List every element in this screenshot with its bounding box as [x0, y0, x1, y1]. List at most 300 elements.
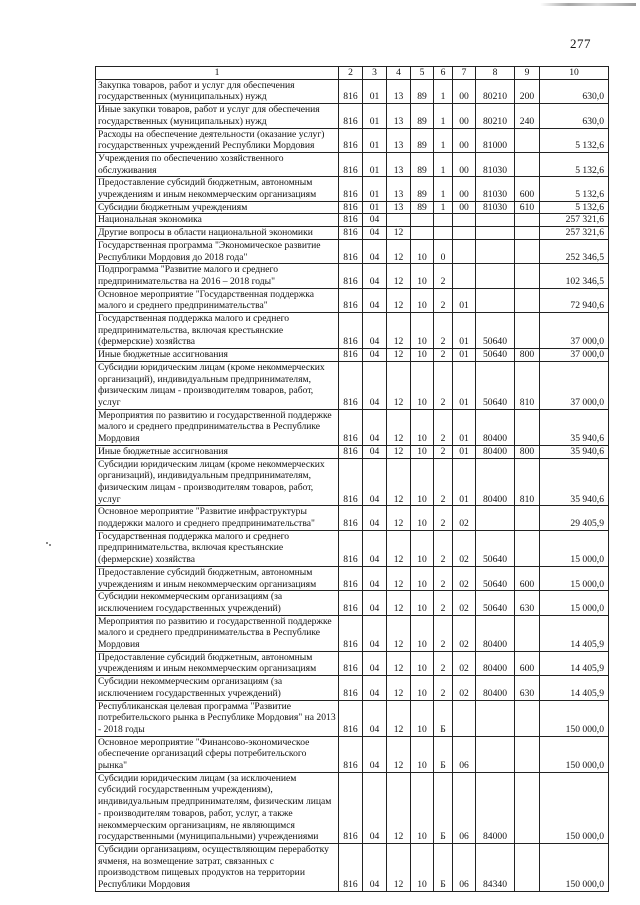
- subsection-cell: 12: [387, 227, 411, 240]
- section-cell: 04: [363, 239, 387, 263]
- program-cell: [411, 214, 434, 227]
- budget-table: [95, 66, 609, 892]
- measure-cell: 02: [453, 651, 476, 675]
- expense-type-cell: 600: [515, 651, 540, 675]
- header-cell: 2: [339, 67, 363, 80]
- section-cell: 04: [363, 506, 387, 530]
- amount-cell: 5 132,6: [540, 128, 609, 152]
- expense-type-cell: 810: [515, 361, 540, 409]
- direction-cell: 80400: [476, 445, 515, 458]
- program-cell: 89: [411, 201, 434, 214]
- code-cell: 816: [339, 530, 363, 566]
- subsection-cell: 12: [387, 736, 411, 772]
- amount-cell: 14 405,9: [540, 615, 609, 651]
- amount-cell: 5 132,6: [540, 152, 609, 176]
- section-cell: 04: [363, 736, 387, 772]
- measure-cell: 00: [453, 201, 476, 214]
- table-row: [96, 264, 609, 288]
- program-cell: 10: [411, 676, 434, 700]
- row-name-cell: Иные бюджетные ассигнования: [96, 445, 339, 458]
- amount-cell: 630,0: [540, 104, 609, 128]
- expense-type-cell: 630: [515, 676, 540, 700]
- subprogram-cell: 2: [434, 506, 453, 530]
- subsection-cell: 13: [387, 201, 411, 214]
- code-cell: 816: [339, 201, 363, 214]
- measure-cell: [453, 264, 476, 288]
- amount-cell: 252 346,5: [540, 239, 609, 263]
- code-cell: 816: [339, 566, 363, 590]
- table-row: [96, 506, 609, 530]
- header-cell: 7: [453, 67, 476, 80]
- direction-cell: [476, 506, 515, 530]
- subsection-cell: 12: [387, 445, 411, 458]
- subsection-cell: 12: [387, 700, 411, 736]
- header-cell: 1: [96, 67, 339, 80]
- amount-cell: 15 000,0: [540, 591, 609, 615]
- measure-cell: 00: [453, 104, 476, 128]
- program-cell: 10: [411, 736, 434, 772]
- table-row: [96, 736, 609, 772]
- expense-type-cell: [515, 264, 540, 288]
- table-row: [96, 445, 609, 458]
- subsection-cell: 12: [387, 530, 411, 566]
- subsection-cell: 13: [387, 177, 411, 201]
- table-row: [96, 566, 609, 590]
- amount-cell: 5 132,6: [540, 201, 609, 214]
- section-cell: 01: [363, 152, 387, 176]
- row-name-cell: Субсидии юридическим лицам (за исключением субсидий государственным учреждениям), индивидуальным предпринимателям, физическим лицам - производителям товаров, работ, услуг, а также некоммерческим организациям, не являющимся государственными (муниципальными) учреждениями: [96, 772, 339, 843]
- section-cell: 04: [363, 264, 387, 288]
- direction-cell: [476, 700, 515, 736]
- amount-cell: 14 405,9: [540, 676, 609, 700]
- code-cell: 816: [339, 104, 363, 128]
- expense-type-cell: [515, 700, 540, 736]
- subprogram-cell: 2: [434, 530, 453, 566]
- table-row: [96, 651, 609, 675]
- subprogram-cell: Б: [434, 844, 453, 892]
- measure-cell: 02: [453, 676, 476, 700]
- subprogram-cell: 2: [434, 615, 453, 651]
- table-row: [96, 615, 609, 651]
- direction-cell: [476, 736, 515, 772]
- expense-type-cell: [515, 214, 540, 227]
- subsection-cell: [387, 214, 411, 227]
- measure-cell: 02: [453, 591, 476, 615]
- table-row: [96, 591, 609, 615]
- direction-cell: 80400: [476, 676, 515, 700]
- code-cell: 816: [339, 177, 363, 201]
- row-name-cell: Расходы на обеспечение деятельности (оказание услуг) государственных учреждений Республики Мордовия: [96, 128, 339, 152]
- header-cell: 10: [540, 67, 609, 80]
- expense-type-cell: [515, 239, 540, 263]
- code-cell: 816: [339, 445, 363, 458]
- expense-type-cell: 800: [515, 445, 540, 458]
- program-cell: 10: [411, 651, 434, 675]
- subprogram-cell: [434, 227, 453, 240]
- program-cell: 89: [411, 128, 434, 152]
- subsection-cell: 13: [387, 104, 411, 128]
- amount-cell: 29 405,9: [540, 506, 609, 530]
- subprogram-cell: 2: [434, 409, 453, 445]
- code-cell: 816: [339, 700, 363, 736]
- subsection-cell: 12: [387, 844, 411, 892]
- table-row: [96, 349, 609, 362]
- amount-cell: 35 940,6: [540, 445, 609, 458]
- code-cell: 816: [339, 361, 363, 409]
- section-cell: 04: [363, 313, 387, 349]
- subprogram-cell: [434, 214, 453, 227]
- subprogram-cell: Б: [434, 736, 453, 772]
- expense-type-cell: [515, 736, 540, 772]
- subsection-cell: 12: [387, 772, 411, 843]
- measure-cell: 06: [453, 844, 476, 892]
- measure-cell: 02: [453, 506, 476, 530]
- section-cell: 04: [363, 591, 387, 615]
- expense-type-cell: [515, 227, 540, 240]
- program-cell: 10: [411, 288, 434, 312]
- section-cell: 01: [363, 201, 387, 214]
- row-name-cell: Субсидии организациям, осуществляющим переработку ячменя, на возмещение затрат, связанных с производством пищевых продуктов на территории Республики Мордовия: [96, 844, 339, 892]
- measure-cell: 00: [453, 177, 476, 201]
- section-cell: 04: [363, 445, 387, 458]
- row-name-cell: Национальная экономика: [96, 214, 339, 227]
- subprogram-cell: 0: [434, 239, 453, 263]
- section-cell: 04: [363, 409, 387, 445]
- section-cell: 04: [363, 615, 387, 651]
- direction-cell: [476, 227, 515, 240]
- section-cell: 04: [363, 772, 387, 843]
- measure-cell: 01: [453, 445, 476, 458]
- program-cell: 10: [411, 445, 434, 458]
- amount-cell: 150 000,0: [540, 772, 609, 843]
- expense-type-cell: [515, 530, 540, 566]
- subsection-cell: 12: [387, 239, 411, 263]
- section-cell: 01: [363, 79, 387, 103]
- measure-cell: 02: [453, 530, 476, 566]
- table-row: [96, 700, 609, 736]
- section-cell: 04: [363, 349, 387, 362]
- code-cell: 816: [339, 736, 363, 772]
- direction-cell: 80400: [476, 651, 515, 675]
- program-cell: 10: [411, 239, 434, 263]
- direction-cell: [476, 214, 515, 227]
- subsection-cell: 12: [387, 349, 411, 362]
- code-cell: 816: [339, 79, 363, 103]
- program-cell: 10: [411, 530, 434, 566]
- direction-cell: 50640: [476, 530, 515, 566]
- measure-cell: 00: [453, 79, 476, 103]
- measure-cell: 01: [453, 349, 476, 362]
- amount-cell: 37 000,0: [540, 313, 609, 349]
- amount-cell: 72 940,6: [540, 288, 609, 312]
- margin-dots: [45, 540, 53, 548]
- amount-cell: 102 346,5: [540, 264, 609, 288]
- measure-cell: 01: [453, 409, 476, 445]
- measure-cell: 01: [453, 458, 476, 506]
- expense-type-cell: 200: [515, 79, 540, 103]
- program-cell: 89: [411, 152, 434, 176]
- section-cell: 04: [363, 676, 387, 700]
- subprogram-cell: 2: [434, 458, 453, 506]
- code-cell: 816: [339, 128, 363, 152]
- section-cell: 04: [363, 651, 387, 675]
- code-cell: 816: [339, 152, 363, 176]
- program-cell: 10: [411, 409, 434, 445]
- amount-cell: 15 000,0: [540, 530, 609, 566]
- table-row: [96, 361, 609, 409]
- program-cell: 10: [411, 313, 434, 349]
- expense-type-cell: [515, 128, 540, 152]
- row-name-cell: Предоставление субсидий бюджетным, автономным учреждениям и иным некоммерческим организациям: [96, 177, 339, 201]
- row-name-cell: Субсидии некоммерческим организациям (за исключением государственных учреждений): [96, 676, 339, 700]
- section-cell: 04: [363, 700, 387, 736]
- code-cell: 816: [339, 214, 363, 227]
- direction-cell: 81030: [476, 201, 515, 214]
- subprogram-cell: Б: [434, 772, 453, 843]
- amount-cell: 15 000,0: [540, 566, 609, 590]
- measure-cell: 02: [453, 566, 476, 590]
- table-row: [96, 530, 609, 566]
- expense-type-cell: [515, 506, 540, 530]
- measure-cell: 00: [453, 128, 476, 152]
- direction-cell: 50640: [476, 313, 515, 349]
- amount-cell: 5 132,6: [540, 177, 609, 201]
- table-row: [96, 409, 609, 445]
- direction-cell: 81000: [476, 128, 515, 152]
- table-row: [96, 152, 609, 176]
- direction-cell: 80210: [476, 79, 515, 103]
- program-cell: 10: [411, 591, 434, 615]
- measure-cell: 01: [453, 361, 476, 409]
- table-row: [96, 177, 609, 201]
- amount-cell: 630,0: [540, 79, 609, 103]
- direction-cell: 80400: [476, 458, 515, 506]
- expense-type-cell: 630: [515, 591, 540, 615]
- code-cell: 816: [339, 506, 363, 530]
- measure-cell: 06: [453, 772, 476, 843]
- subprogram-cell: 1: [434, 152, 453, 176]
- expense-type-cell: 800: [515, 349, 540, 362]
- table-row: [96, 676, 609, 700]
- measure-cell: [453, 227, 476, 240]
- row-name-cell: Субсидии бюджетным учреждениям: [96, 201, 339, 214]
- row-name-cell: Иные бюджетные ассигнования: [96, 349, 339, 362]
- direction-cell: 50640: [476, 349, 515, 362]
- expense-type-cell: 610: [515, 201, 540, 214]
- table-row: [96, 458, 609, 506]
- subsection-cell: 12: [387, 651, 411, 675]
- measure-cell: 00: [453, 152, 476, 176]
- subprogram-cell: 2: [434, 313, 453, 349]
- subsection-cell: 12: [387, 676, 411, 700]
- table-row: [96, 79, 609, 103]
- table-row: [96, 772, 609, 843]
- section-cell: 01: [363, 128, 387, 152]
- subprogram-cell: 1: [434, 104, 453, 128]
- row-name-cell: Подпрограмма "Развитие малого и среднего предпринимательства на 2016 – 2018 годы": [96, 264, 339, 288]
- section-cell: 04: [363, 288, 387, 312]
- section-cell: 01: [363, 104, 387, 128]
- header-row: [96, 67, 609, 80]
- table-row: [96, 313, 609, 349]
- expense-type-cell: 600: [515, 566, 540, 590]
- direction-cell: [476, 239, 515, 263]
- amount-cell: 14 405,9: [540, 651, 609, 675]
- row-name-cell: Субсидии юридическим лицам (кроме некоммерческих организаций), индивидуальным предпринимателям, физическим лицам - производителям товаров, работ, услуг: [96, 361, 339, 409]
- program-cell: 10: [411, 361, 434, 409]
- direction-cell: 81030: [476, 177, 515, 201]
- subprogram-cell: Б: [434, 700, 453, 736]
- subprogram-cell: 1: [434, 128, 453, 152]
- table-body: [96, 79, 609, 891]
- table-row: [96, 288, 609, 312]
- subprogram-cell: 2: [434, 676, 453, 700]
- expense-type-cell: 810: [515, 458, 540, 506]
- amount-cell: 35 940,6: [540, 458, 609, 506]
- expense-type-cell: [515, 772, 540, 843]
- program-cell: 10: [411, 566, 434, 590]
- direction-cell: 50640: [476, 361, 515, 409]
- code-cell: 816: [339, 313, 363, 349]
- direction-cell: [476, 288, 515, 312]
- code-cell: 816: [339, 458, 363, 506]
- expense-type-cell: [515, 152, 540, 176]
- row-name-cell: Государственная поддержка малого и среднего предпринимательства, включая крестьянские (фермерские) хозяйства: [96, 313, 339, 349]
- subsection-cell: 12: [387, 591, 411, 615]
- row-name-cell: Мероприятия по развитию и государственной поддержке малого и среднего предпринимательства в Республике Мордовия: [96, 409, 339, 445]
- header-cell: 5: [411, 67, 434, 80]
- direction-cell: 80400: [476, 615, 515, 651]
- table-row: [96, 239, 609, 263]
- program-cell: 89: [411, 177, 434, 201]
- program-cell: 10: [411, 615, 434, 651]
- row-name-cell: Республиканская целевая программа "Развитие потребительского рынка в Республике Мордовия" на 2013 - 2018 годы: [96, 700, 339, 736]
- program-cell: 10: [411, 506, 434, 530]
- subprogram-cell: 2: [434, 566, 453, 590]
- subprogram-cell: 1: [434, 177, 453, 201]
- subprogram-cell: 2: [434, 445, 453, 458]
- section-cell: 04: [363, 566, 387, 590]
- subprogram-cell: 2: [434, 288, 453, 312]
- table-row: [96, 201, 609, 214]
- table-row: [96, 104, 609, 128]
- subprogram-cell: 2: [434, 361, 453, 409]
- code-cell: 816: [339, 349, 363, 362]
- expense-type-cell: [515, 409, 540, 445]
- expense-type-cell: [515, 288, 540, 312]
- code-cell: 816: [339, 844, 363, 892]
- subsection-cell: 13: [387, 128, 411, 152]
- table-row: [96, 227, 609, 240]
- code-cell: 816: [339, 591, 363, 615]
- section-cell: 01: [363, 177, 387, 201]
- header-cell: 8: [476, 67, 515, 80]
- row-name-cell: Предоставление субсидий бюджетным, автономным учреждениям и иным некоммерческим организациям: [96, 566, 339, 590]
- header-cell: 6: [434, 67, 453, 80]
- subprogram-cell: 2: [434, 264, 453, 288]
- subprogram-cell: 2: [434, 591, 453, 615]
- subprogram-cell: 2: [434, 651, 453, 675]
- subsection-cell: 12: [387, 615, 411, 651]
- table-row: [96, 214, 609, 227]
- amount-cell: 150 000,0: [540, 844, 609, 892]
- code-cell: 816: [339, 288, 363, 312]
- program-cell: 10: [411, 844, 434, 892]
- code-cell: 816: [339, 239, 363, 263]
- header-cell: 3: [363, 67, 387, 80]
- expense-type-cell: [515, 313, 540, 349]
- subsection-cell: 12: [387, 506, 411, 530]
- table-row: [96, 128, 609, 152]
- amount-cell: 257 321,6: [540, 227, 609, 240]
- code-cell: 816: [339, 264, 363, 288]
- program-cell: 10: [411, 349, 434, 362]
- code-cell: 816: [339, 676, 363, 700]
- program-cell: 10: [411, 700, 434, 736]
- subsection-cell: 12: [387, 313, 411, 349]
- subsection-cell: 13: [387, 79, 411, 103]
- amount-cell: 150 000,0: [540, 700, 609, 736]
- row-name-cell: Мероприятия по развитию и государственной поддержке малого и среднего предпринимательства в Республике Мордовия: [96, 615, 339, 651]
- row-name-cell: Иные закупки товаров, работ и услуг для обеспечения государственных (муниципальных) нужд: [96, 104, 339, 128]
- program-cell: 10: [411, 458, 434, 506]
- section-cell: 04: [363, 214, 387, 227]
- direction-cell: 80400: [476, 409, 515, 445]
- row-name-cell: Основное мероприятие "Государственная поддержка малого и среднего предпринимательства": [96, 288, 339, 312]
- subsection-cell: 12: [387, 409, 411, 445]
- subsection-cell: 12: [387, 264, 411, 288]
- expense-type-cell: [515, 615, 540, 651]
- direction-cell: 84000: [476, 772, 515, 843]
- program-cell: 10: [411, 772, 434, 843]
- measure-cell: [453, 239, 476, 263]
- section-cell: 04: [363, 530, 387, 566]
- amount-cell: 35 940,6: [540, 409, 609, 445]
- row-name-cell: Субсидии некоммерческим организациям (за исключением государственных учреждений): [96, 591, 339, 615]
- section-cell: 04: [363, 227, 387, 240]
- measure-cell: 06: [453, 736, 476, 772]
- measure-cell: 02: [453, 615, 476, 651]
- code-cell: 816: [339, 615, 363, 651]
- row-name-cell: Субсидии юридическим лицам (кроме некоммерческих организаций), индивидуальным предпринимателям, физическим лицам - производителям товаров, работ, услуг: [96, 458, 339, 506]
- code-cell: 816: [339, 772, 363, 843]
- measure-cell: 01: [453, 288, 476, 312]
- code-cell: 816: [339, 227, 363, 240]
- program-cell: [411, 227, 434, 240]
- subsection-cell: 12: [387, 566, 411, 590]
- row-name-cell: Закупка товаров, работ и услуг для обеспечения государственных (муниципальных) нужд: [96, 79, 339, 103]
- direction-cell: [476, 264, 515, 288]
- scan-mark: [540, 3, 636, 6]
- direction-cell: 84340: [476, 844, 515, 892]
- page-number: 277: [570, 36, 591, 51]
- header-cell: 9: [515, 67, 540, 80]
- direction-cell: 50640: [476, 591, 515, 615]
- subprogram-cell: 2: [434, 349, 453, 362]
- direction-cell: 50640: [476, 566, 515, 590]
- measure-cell: [453, 214, 476, 227]
- subsection-cell: 12: [387, 458, 411, 506]
- header-cell: 4: [387, 67, 411, 80]
- row-name-cell: Государственная поддержка малого и среднего предпринимательства, включая крестьянские (фермерские) хозяйства: [96, 530, 339, 566]
- table-row: [96, 844, 609, 892]
- section-cell: 04: [363, 844, 387, 892]
- code-cell: 816: [339, 651, 363, 675]
- subsection-cell: 13: [387, 152, 411, 176]
- amount-cell: 257 321,6: [540, 214, 609, 227]
- row-name-cell: Учреждения по обеспечению хозяйственного обслуживания: [96, 152, 339, 176]
- subsection-cell: 12: [387, 288, 411, 312]
